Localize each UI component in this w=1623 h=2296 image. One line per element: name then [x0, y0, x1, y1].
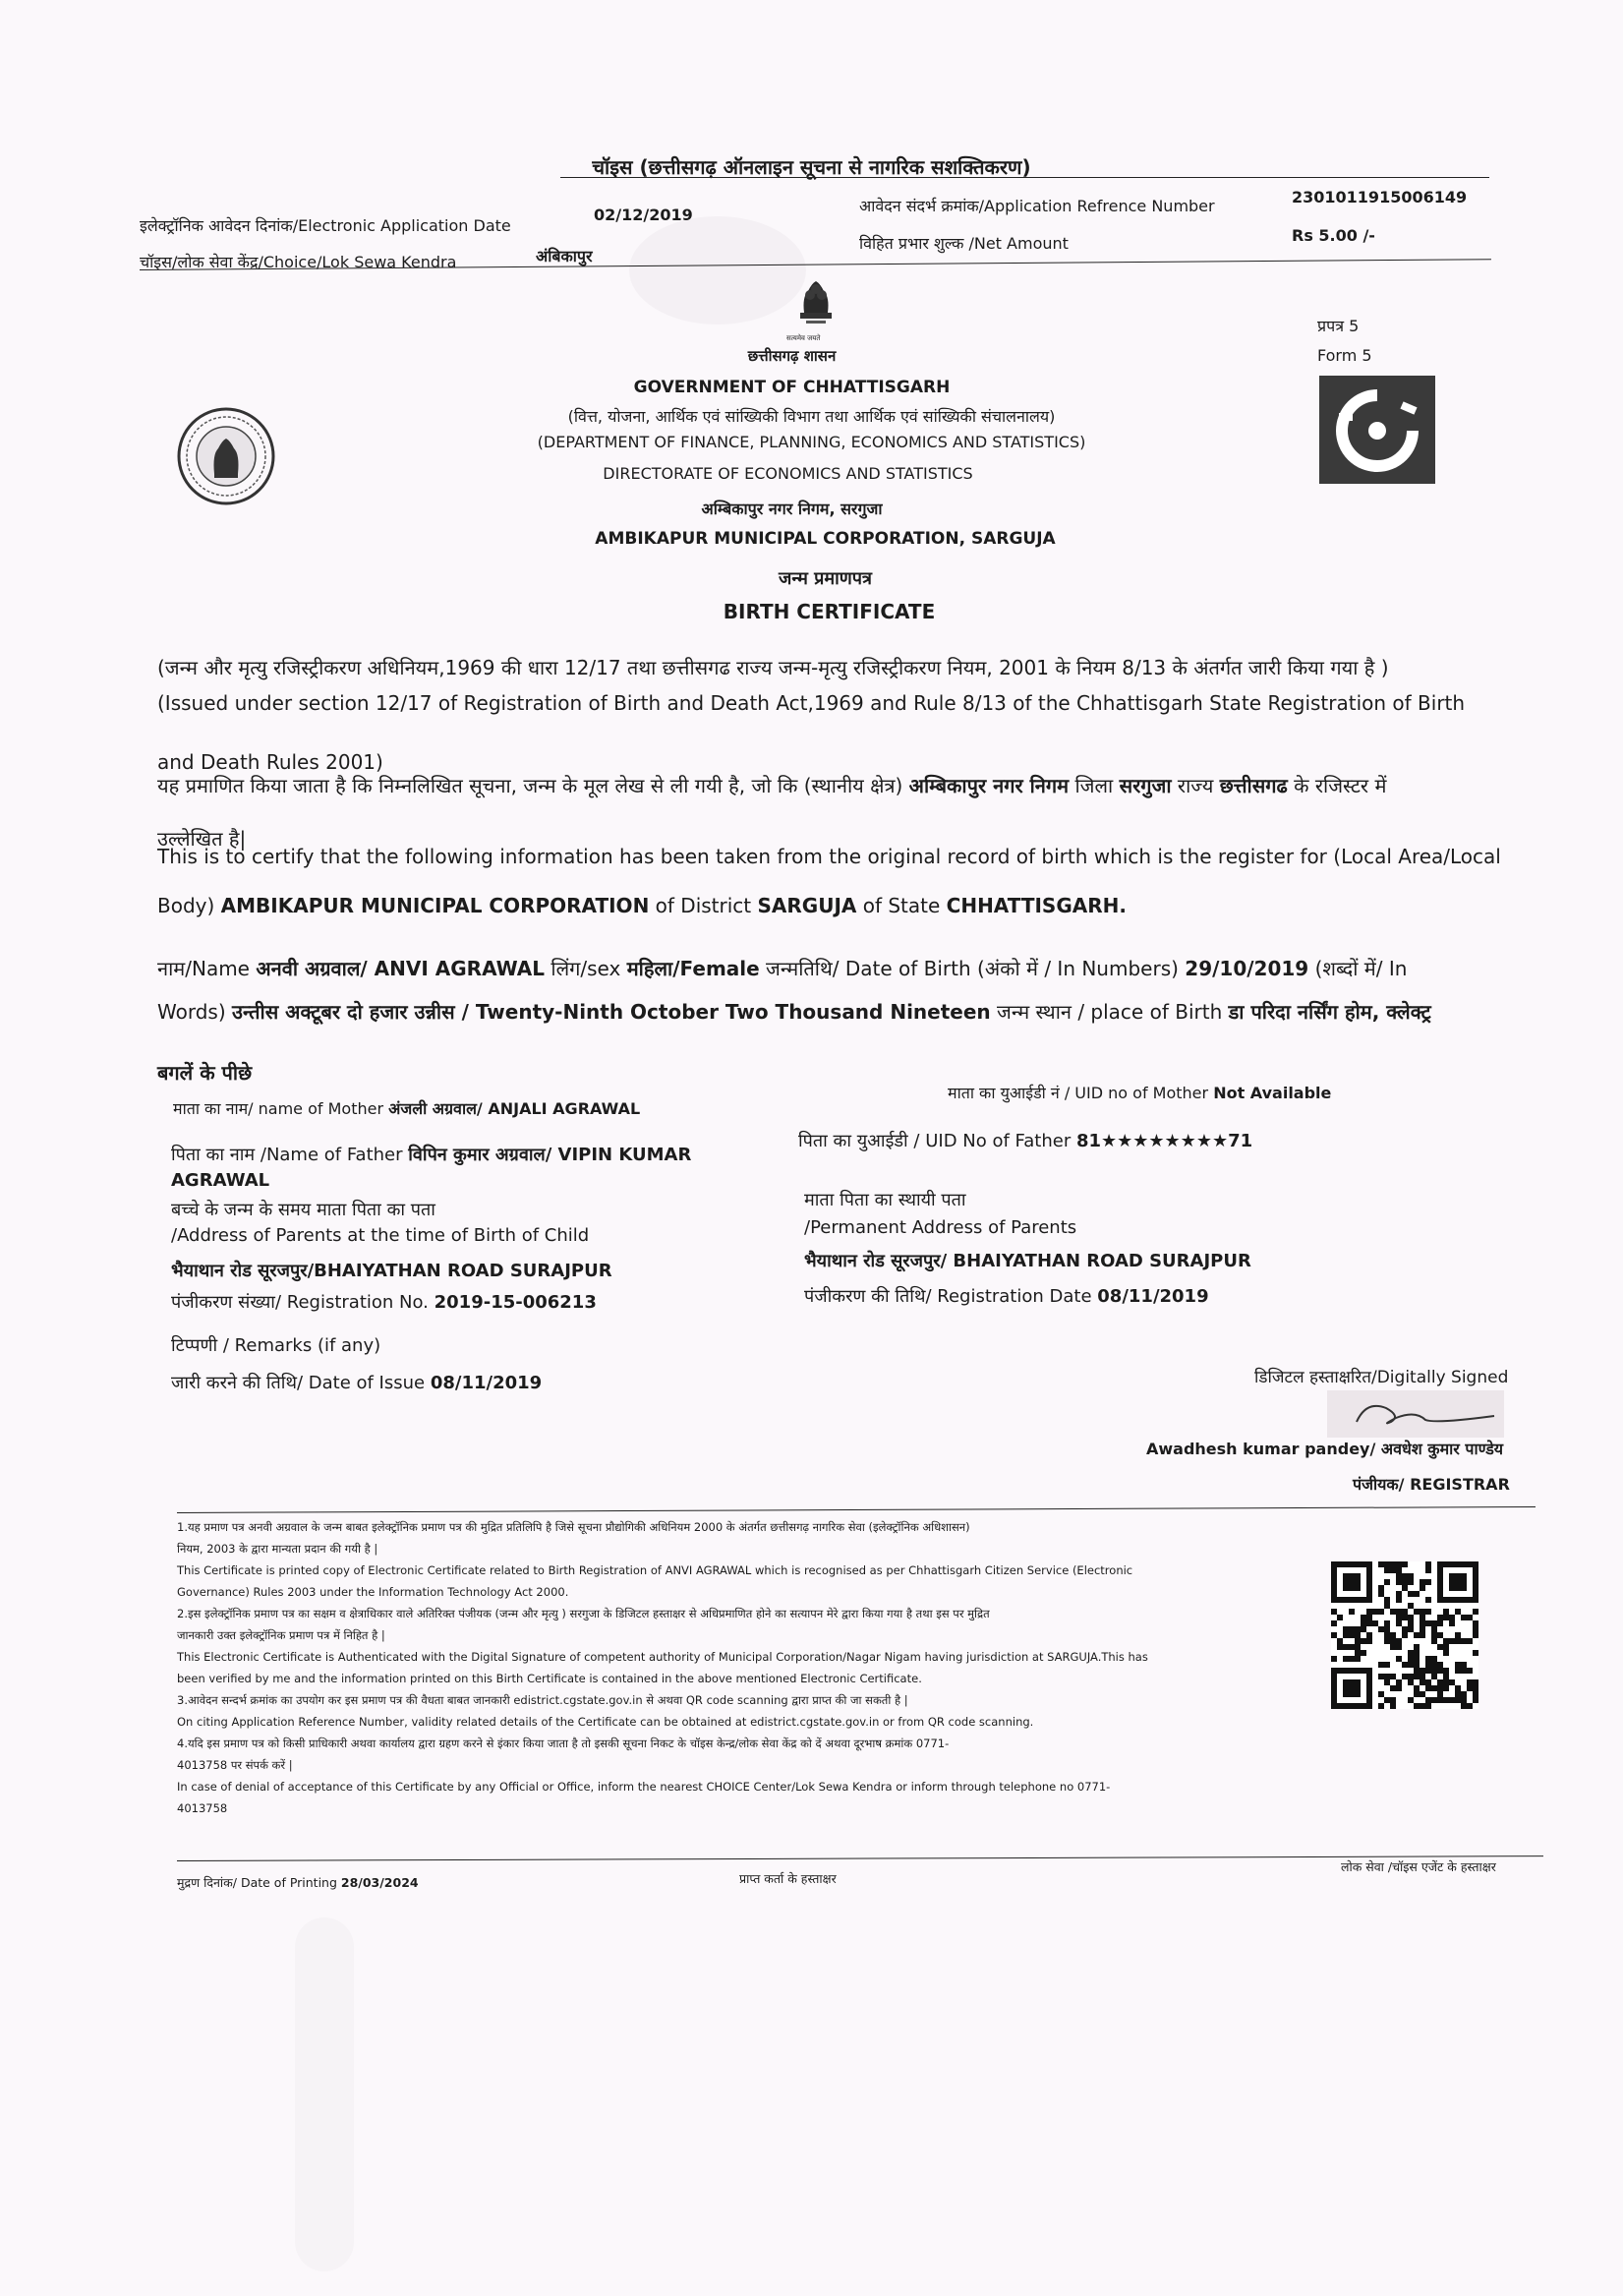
application-date-label: इलेक्ट्रॉनिक आवेदन दिनांक/Electronic Application Date	[140, 216, 511, 235]
divider	[177, 1855, 1543, 1861]
divider	[177, 1506, 1536, 1513]
child-details-line1: नाम/Name अनवी अग्रवाल/ ANVI AGRAWAL लिंग/sex महिला/Female जन्मतिथि/ Date of Birth (अंको में / In Numbers) 29/10/2019 (शब्दों में/ In	[157, 957, 1408, 980]
footnote-line: 2.इस इलेक्ट्रॉनिक प्रमाण पत्र का सक्षम व क्षेत्राधिकार वाले अतिरिक्त पंजीयक (जन्म और मृत्यु ) सरगुजा के डिजिटल हस्ताक्षर से अधिप्रमाणित होने का सत्यापन मेरे द्वारा किया गया है तथा इस पर मुद्रित	[177, 1607, 990, 1620]
footnote-line: This Electronic Certificate is Authenticated with the Digital Signature of competent authority of Municipal Corporation/Nagar Nigam having jurisdiction at SARGUJA.This has	[177, 1650, 1148, 1664]
issue-date-row: जारी करने की तिथि/ Date of Issue 08/11/2019	[171, 1373, 543, 1393]
qr-code-icon	[1331, 1561, 1478, 1709]
date-of-birth: 29/10/2019	[1185, 957, 1309, 980]
mother-name: अंजली अग्रवाल/ ANJALI AGRAWAL	[388, 1099, 641, 1118]
registrar-role: पंजीयक/ REGISTRAR	[1353, 1475, 1510, 1494]
father-uid: 81★★★★★★★★71	[1075, 1131, 1253, 1151]
signature-icon	[1327, 1390, 1504, 1438]
directorate: DIRECTORATE OF ECONOMICS AND STATISTICS	[603, 464, 973, 483]
reference-number-label: आवेदन संदर्भ क्रमांक/Application Refrence Number	[859, 197, 1215, 215]
certification-english-line2: Body) AMBIKAPUR MUNICIPAL CORPORATION of District SARGUJA of State CHHATTISGARH.	[157, 894, 1127, 917]
place-of-birth: डा परिदा नर्सिंग होम, क्लेक्ट्र	[1228, 1000, 1431, 1024]
footnote-line: 4013758 पर संपर्क करें |	[177, 1758, 293, 1772]
permanent-address: भैयाथान रोड सूरजपुर/ BHAIYATHAN ROAD SURAJPUR	[804, 1251, 1251, 1271]
reference-number: 2301011915006149	[1292, 188, 1468, 206]
department-hindi: (वित्त, योजना, आर्थिक एवं सांख्यिकी विभाग तथा आर्थिक एवं सांख्यिकी संचालनालय)	[567, 407, 1056, 426]
digitally-signed: डिजिटल हस्ताक्षरित/Digitally Signed	[1254, 1368, 1509, 1387]
certificate-title-hindi: जन्म प्रमाणपत्र	[779, 568, 872, 589]
application-date: 02/12/2019	[594, 206, 693, 224]
government-english: GOVERNMENT OF CHHATTISGARH	[633, 378, 951, 397]
choice-center: अंबिकापुर	[536, 247, 593, 265]
national-emblem-icon	[794, 273, 838, 336]
footnote-line: Governance) Rules 2003 under the Information Technology Act 2000.	[177, 1585, 569, 1599]
corporation-hindi: अम्बिकापुर नगर निगम, सरगुजा	[701, 500, 883, 518]
child-details-line2: Words) उन्तीस अक्टूबर दो हजार उन्नीस / Twenty-Ninth October Two Thousand Nineteen जन्म स्थान / place of Birth डा परिदा नर्सिंग होम, क्लेक्ट्र	[157, 1000, 1431, 1024]
mother-uid-row: माता का युआईडी नं / UID no of Mother Not Available	[948, 1084, 1332, 1102]
footnote-line: 4013758	[177, 1801, 228, 1815]
remarks-label: टिप्पणी / Remarks (if any)	[171, 1335, 381, 1356]
permanent-address-label-hindi: माता पिता का स्थायी पता	[804, 1190, 966, 1210]
divider	[560, 177, 1489, 178]
government-hindi: छत्तीसगढ़ शासन	[747, 347, 837, 365]
form-number-english: Form 5	[1317, 346, 1372, 365]
child-name: अनवी अग्रवाल/ ANVI AGRAWAL	[256, 957, 546, 980]
footnote-line: 4.यदि इस प्रमाण पत्र को किसी प्राधिकारी अथवा कार्यालय द्वारा ग्रहण करने से इंकार किया जाता है तो इसकी सूचना निकट के चॉइस केन्द्र/लोक सेवा केंद्र को दें अथवा दूरभाष क्रमांक 0771-	[177, 1737, 950, 1750]
footnote-line: been verified by me and the information printed on this Birth Certificate is contained in the above mentioned Electronic Certificate.	[177, 1672, 922, 1685]
print-date-row: मुद्रण दिनांक/ Date of Printing 28/03/2024	[177, 1875, 419, 1890]
state-seal-icon	[175, 405, 277, 507]
footnote-line: 3.आवेदन सन्दर्भ क्रमांक का उपयोग कर इस प्रमाण पत्र की वैधता बाबत जानकारी edistrict.cgstate.gov.in से अथवा QR code scanning द्वारा प्राप्त की जा सकती है |	[177, 1693, 908, 1707]
registration-number: 2019-15-006213	[434, 1292, 597, 1313]
scan-stain	[295, 1917, 354, 2271]
footnote-line: On citing Application Reference Number, validity related details of the Certificate can be obtained at edistrict.cgstate.gov.in or from QR code scanning.	[177, 1715, 1034, 1729]
act-reference-english-line2: and Death Rules 2001)	[157, 750, 383, 774]
birth-address-label-hindi: बच्चे के जन्म के समय माता पिता का पता	[171, 1200, 435, 1220]
choice-logo-icon	[1319, 376, 1435, 484]
footnote-line: This Certificate is printed copy of Electronic Certificate related to Birth Registration of ANVI AGRAWAL which is recognised as per Chhattisgarh Citizen Service (Electronic	[177, 1563, 1133, 1577]
footnote-line: नियम, 2003 के द्वारा मान्यता प्रदान की गयी है |	[177, 1542, 378, 1556]
father-name: विपिन कुमार अग्रवाल/ VIPIN KUMAR	[408, 1145, 692, 1165]
registration-date-row: पंजीकरण की तिथि/ Registration Date 08/11/2019	[804, 1286, 1209, 1307]
certification-hindi-line1: यह प्रमाणित किया जाता है कि निम्नलिखित सूचना, जन्म के मूल लेख से ली गयी है, जो कि (स्थानीय क्षेत्र) अम्बिकापुर नगर निगम जिला सरगुजा राज्य छत्तीसगढ के रजिस्टर में	[157, 774, 1387, 797]
footnote-line: In case of denial of acceptance of this Certificate by any Official or Office, inform the nearest CHOICE Center/Lok Sewa Kendra or inform through telephone no 0771-	[177, 1780, 1111, 1794]
department-english: (DEPARTMENT OF FINANCE, PLANNING, ECONOMICS AND STATISTICS)	[537, 433, 1086, 451]
registration-date: 08/11/2019	[1097, 1286, 1209, 1307]
emblem-caption: सत्यमेव जयते	[786, 334, 821, 342]
recipient-signature-label: प्राप्त कर्ता के हस्ताक्षर	[739, 1871, 837, 1886]
agent-signature-label: लोक सेवा /चॉइस एजेंट के हस्ताक्षर	[1341, 1859, 1496, 1874]
issue-date: 08/11/2019	[430, 1373, 543, 1393]
footnote-line: 1.यह प्रमाण पत्र अनवी अग्रवाल के जन्म बाबत इलेक्ट्रॉनिक प्रमाण पत्र की मुद्रित प्रतिलिपि है जिसे सूचना प्रौद्योगिकी अधिनियम 2000 के अंतर्गत छत्तीसगढ़ नागरिक सेवा (इलेक्ट्रॉनिक अधिशासन)	[177, 1520, 970, 1534]
certification-english-line1: This is to certify that the following information has been taken from the original record of birth which is the register for (Local Area/Local	[157, 845, 1501, 868]
father-uid-row: पिता का युआईडी / UID No of Father 81★★★★★★★★71	[798, 1131, 1253, 1151]
birth-address-label-english: /Address of Parents at the time of Birth of Child	[171, 1225, 590, 1246]
scan-stain	[629, 216, 806, 324]
registrar-name: Awadhesh kumar pandey/ अवधेश कुमार पाण्डेय	[1146, 1440, 1504, 1458]
certification-hindi-line2: उल्लेखित है|	[157, 827, 247, 851]
birth-address: भैयाथान रोड सूरजपुर/BHAIYATHAN ROAD SURAJPUR	[171, 1261, 612, 1281]
father-name-cont: AGRAWAL	[171, 1170, 270, 1191]
footnotes	[177, 1516, 1239, 1819]
act-reference-hindi: (जन्म और मृत्यु रजिस्ट्रीकरण अधिनियम,1969 की धारा 12/17 तथा छत्तीसगढ राज्य जन्म-मृत्यु रजिस्ट्रीकरण नियम, 2001 के नियम 8/13 के अंतर्गत जारी किया गया है )	[157, 656, 1389, 679]
child-sex: महिला/Female	[626, 957, 760, 980]
certificate-title-english: BIRTH CERTIFICATE	[723, 600, 936, 623]
form-number-hindi: प्रपत्र 5	[1317, 317, 1360, 335]
mother-name-row: माता का नाम/ name of Mother अंजली अग्रवाल/ ANJALI AGRAWAL	[173, 1099, 641, 1118]
permanent-address-label-english: /Permanent Address of Parents	[804, 1217, 1077, 1238]
footnote-line: जानकारी उक्त इलेक्ट्रॉनिक प्रमाण पत्र में निहित है |	[177, 1628, 385, 1642]
registration-number-row: पंजीकरण संख्या/ Registration No. 2019-15-006213	[171, 1292, 597, 1313]
place-of-birth-cont: बगलें के पीछे	[157, 1061, 253, 1085]
father-name-row: पिता का नाम /Name of Father विपिन कुमार अग्रवाल/ VIPIN KUMAR	[171, 1145, 692, 1165]
print-date: 28/03/2024	[340, 1875, 419, 1890]
corporation-english: AMBIKAPUR MUNICIPAL CORPORATION, SARGUJA	[595, 529, 1056, 549]
choice-center-label: चॉइस/लोक सेवा केंद्र/Choice/Lok Sewa Kendra	[140, 253, 457, 271]
mother-uid: Not Available	[1213, 1084, 1332, 1102]
choice-title: चॉइस (छत्तीसगढ़ ऑनलाइन सूचना से नागरिक सशक्तिकरण)	[592, 155, 1031, 179]
net-amount-label: विहित प्रभार शुल्क /Net Amount	[859, 234, 1069, 253]
act-reference-english-line1: (Issued under section 12/17 of Registration of Birth and Death Act,1969 and Rule 8/13 of the Chhattisgarh State Registration of Birth	[157, 691, 1466, 715]
net-amount: Rs 5.00 /-	[1292, 226, 1375, 245]
date-of-birth-words: उन्तीस अक्टूबर दो हजार उन्नीस / Twenty-Ninth October Two Thousand Nineteen	[232, 1000, 991, 1024]
